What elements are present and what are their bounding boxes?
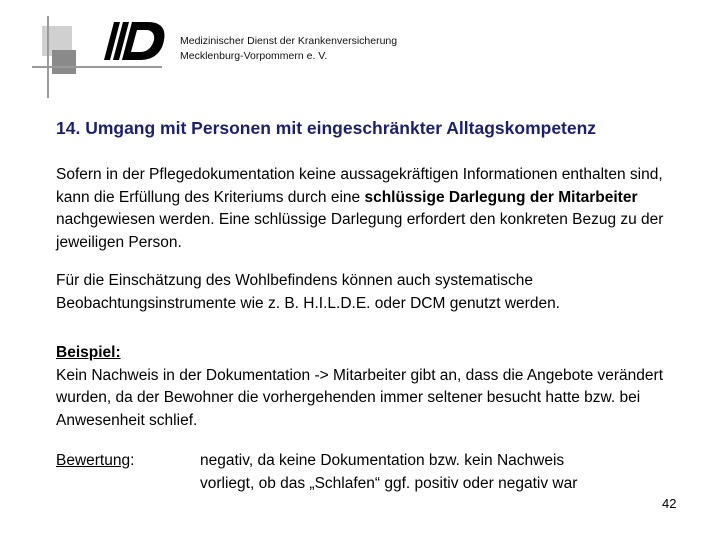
- decor-horizontal-line: [32, 66, 162, 68]
- p1-text-end: nachgewiesen werden. Eine schlüssige Darlegung erfordert den konkreten Bezug zu der jeweiligen Person.: [56, 211, 664, 251]
- org-line-1: Medizinischer Dienst der Krankenversicherung: [180, 35, 398, 47]
- evaluation-line-1: negativ, da keine Dokumentation bzw. kein Nachweis: [200, 452, 565, 469]
- org-line-2: Mecklenburg-Vorpommern e. V.: [180, 50, 328, 62]
- example-block: [56, 342, 686, 432]
- page-number: 42: [662, 496, 677, 511]
- example-label: Beispiel:: [56, 344, 121, 361]
- evaluation-label-colon: :: [130, 452, 135, 469]
- p1-bold-phrase: schlüssige Darlegung der Mitarbeiter: [364, 188, 638, 206]
- organization-name: [180, 34, 397, 64]
- evaluation-label-word: Bewertung: [56, 452, 131, 469]
- mdk-logo: [104, 20, 166, 62]
- slide-title: 14. Umgang mit Personen mit eingeschränkter Alltagskompetenz: [56, 118, 597, 138]
- p1-text-start: Sofern in der Pflegedokumentation keine aussagekräftigen Informationen enthalten sind, kann die Erfüllung des Kriteriums durch eine: [56, 166, 663, 206]
- decor-square-dark: [52, 50, 76, 74]
- paragraph-darlegung: [56, 164, 686, 254]
- evaluation-label: [56, 450, 134, 473]
- evaluation-line-2: vorliegt, ob das „Schlafen“ ggf. positiv oder negativ war: [200, 474, 578, 492]
- example-text: Kein Nachweis in der Dokumentation -> Mitarbeiter gibt an, dass die Angebote verändert wurden, da der Bewohner die vorhergehenden immer seltener besucht hatte bzw. bei Anwesenheit schlief.: [56, 366, 663, 429]
- evaluation-text: [200, 450, 680, 495]
- decor-vertical-line: [47, 16, 49, 98]
- paragraph-instruments: Für die Einschätzung des Wohlbefindens können auch systematische Beobachtungsinstrumente wie z. B. H.I.L.D.E. oder DCM genutzt werden.: [56, 272, 560, 312]
